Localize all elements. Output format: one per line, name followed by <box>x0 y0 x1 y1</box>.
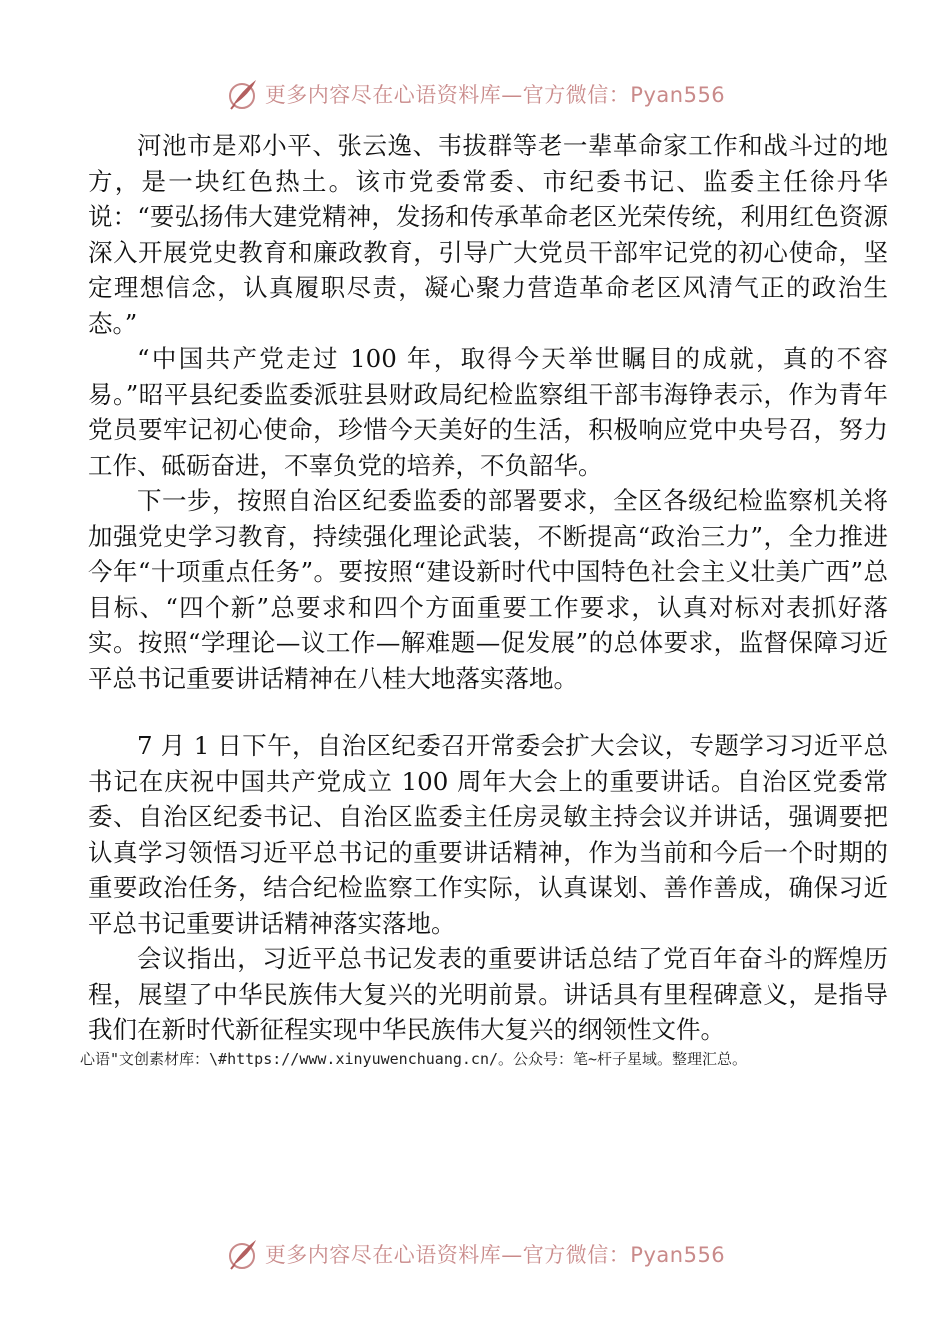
paragraph-4: 7 月 1 日下午，自治区纪委召开常委会扩大会议，专题学习习近平总书记在庆祝中国共产党成立 100 周年大会上的重要讲话。自治区党委常委、自治区纪委书记、自治区监委主任房灵敏主持会议并讲话，强调要把认真学习领悟习近平总书记的重要讲话精神，作为当前和今后一个时期的重要政治任务，结合纪检监察工作实际，认真谋划、善作善成，确保习近平总书记重要讲话精神落实落地。 <box>88 731 888 938</box>
paragraph-5: 会议指出，习近平总书记发表的重要讲话总结了党百年奋斗的辉煌历程，展望了中华民族伟大复兴的光明前景。讲话具有里程碑意义，是指导我们在新时代新征程实现中华民族伟大复兴的纲领性文件。 <box>88 944 888 1044</box>
paragraph-2: “中国共产党走过 100 年，取得今天举世瞩目的成就，真的不容易。”昭平县纪委监委派驻县财政局纪检监察组干部韦海铮表示，作为青年党员要牢记初心使命，珍惜今天美好的生活，积极响应党中央号召，努力工作、砥砺奋进，不辜负党的培养，不负韶华。 <box>88 344 888 480</box>
document-body <box>80 128 888 1070</box>
watermark-text: 更多内容尽在心语资料库—官方微信：Pyan556 <box>264 1243 726 1267</box>
feather-quill-icon <box>225 77 259 111</box>
paragraph-3: 下一步，按照自治区纪委监委的部署要求，全区各级纪检监察机关将加强党史学习教育，持续强化理论武装，不断提高“政治三力”，全力推进今年“十项重点任务”。要按照“建设新时代中国特色社会主义壮美广西”总目标、“四个新”总要求和四个方面重要工作要求，认真对标对表抓好落实。按照“学理论—议工作—解难题—促发展”的总体要求，监督保障习近平总书记重要讲话精神在八桂大地落实落地。 <box>88 486 888 693</box>
feather-quill-icon <box>225 1237 259 1271</box>
header-watermark <box>0 74 950 114</box>
footer-watermark <box>0 1234 950 1274</box>
paragraph-1: 河池市是邓小平、张云逸、韦拔群等老一辈革命家工作和战斗过的地方，是一块红色热土。该市党委常委、市纪委书记、监委主任徐丹华说：“要弘扬伟大建党精神，发扬和传承革命老区光荣传统，利用红色资源深入开展党史教育和廉政教育，引导广大党员干部牢记党的初心使命，坚定理想信念，认真履职尽责，凝心聚力营造革命老区风清气正的政治生态。” <box>88 131 888 338</box>
source-note: 心语"文创素材库：\#https://www.xinyuwenchuang.cn/。公众号：笔~杆子星域。整理汇总。 <box>80 1049 748 1068</box>
watermark-text: 更多内容尽在心语资料库—官方微信：Pyan556 <box>264 83 726 107</box>
